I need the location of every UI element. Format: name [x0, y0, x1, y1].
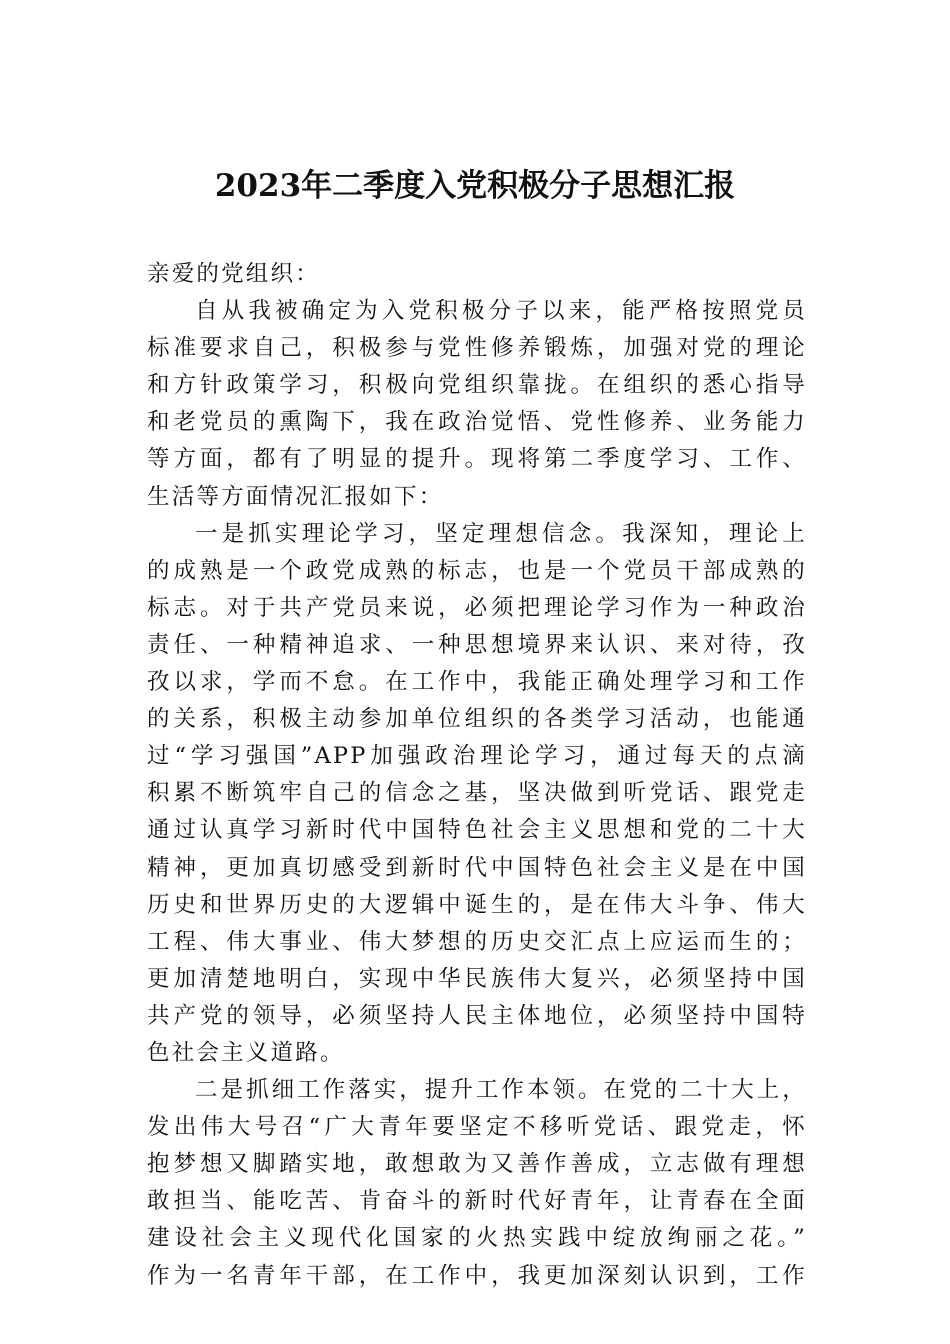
paragraph-line: 标准要求自己，积极参与党性修养锻炼，加强对党的理论	[147, 335, 807, 362]
paragraph-line: 等方面，都有了明显的提升。现将第二季度学习、工作、	[147, 446, 807, 473]
paragraph-line: 建设社会主义现代化国家的火热实践中绽放绚丽之花。”	[147, 1225, 807, 1252]
paragraph-line: 工程、伟大事业、伟大梦想的历史交汇点上应运而生的；	[147, 928, 807, 955]
paragraph-line: 和方针政策学习，积极向党组织靠拢。在组织的悉心指导	[147, 372, 807, 399]
paragraph-line: 孜以求，学而不怠。在工作中，我能正确处理学习和工作	[147, 669, 807, 696]
paragraph-line: 二是抓细工作落实，提升工作本领。在党的二十大上，	[195, 1077, 807, 1104]
paragraph-line: 色社会主义道路。	[147, 1039, 345, 1066]
paragraph-line: 的成熟是一个政党成熟的标志，也是一个党员干部成熟的	[147, 557, 807, 584]
paragraph-line: 作为一名青年干部，在工作中，我更加深刻认识到，工作	[147, 1262, 807, 1289]
paragraph-line: 共产党的领导，必须坚持人民主体地位，必须坚持中国特	[147, 1002, 807, 1029]
document-body	[147, 256, 807, 1295]
paragraph-line: 的关系，积极主动参加单位组织的各类学习活动，也能通	[147, 706, 807, 733]
paragraph-line: 历史和世界历史的大逻辑中诞生的，是在伟大斗争、伟大	[147, 891, 807, 918]
salutation: 亲爱的党组织：	[147, 261, 320, 287]
paragraph-line: 自从我被确定为入党积极分子以来，能严格按照党员	[195, 298, 807, 325]
paragraph-line: 更加清楚地明白，实现中华民族伟大复兴，必须坚持中国	[147, 965, 807, 992]
paragraph-line: 一是抓实理论学习，坚定理想信念。我深知，理论上	[195, 520, 807, 547]
paragraph-line: 通过认真学习新时代中国特色社会主义思想和党的二十大	[147, 817, 807, 844]
paragraph-line: 积累不断筑牢自己的信念之基，坚决做到听党话、跟党走	[147, 780, 807, 807]
paragraph-line: 标志。对于共产党员来说，必须把理论学习作为一种政治	[147, 594, 807, 621]
paragraph-line: 抱梦想又脚踏实地，敢想敢为又善作善成，立志做有理想	[147, 1151, 807, 1178]
paragraph-line: 敢担当、能吃苦、肯奋斗的新时代好青年，让青春在全面	[147, 1188, 807, 1215]
paragraph-line: 精神，更加真切感受到新时代中国特色社会主义是在中国	[147, 854, 807, 881]
paragraph-line: 和老党员的熏陶下，我在政治觉悟、党性修养、业务能力	[147, 409, 807, 436]
document-title: 2023年二季度入党积极分子思想汇报	[214, 168, 736, 204]
paragraph-line: 生活等方面情况汇报如下：	[147, 483, 444, 510]
paragraph-line: 发出伟大号召“广大青年要坚定不移听党话、跟党走，怀	[147, 1114, 807, 1141]
paragraph-line: 责任、一种精神追求、一种思想境界来认识、来对待，孜	[147, 631, 807, 658]
paragraph-line: 过“学习强国”APP加强政治理论学习，通过每天的点滴	[147, 743, 807, 770]
